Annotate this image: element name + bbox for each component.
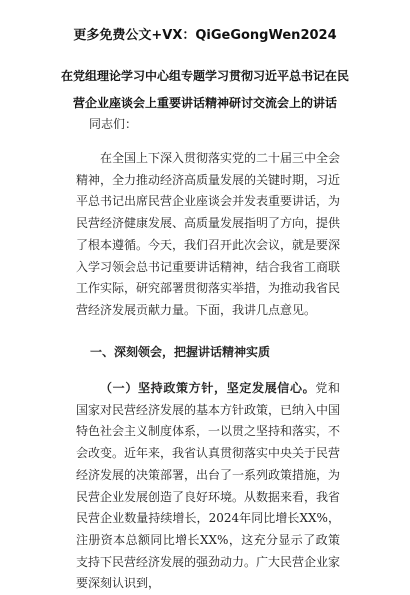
header-note: 更多免费公文+VX：QiGeGongWen2024 — [73, 28, 337, 43]
greeting: 同志们： — [89, 117, 138, 131]
subsection-paragraph — [76, 378, 340, 595]
section-heading: 一、深刻领会，把握讲话精神实质 — [90, 345, 271, 359]
subsection-heading: （一）坚持政策方针，坚定发展信心。 — [100, 381, 316, 395]
subsection-body: 党和国家对民营经济发展的基本方针政策，已纳入中国特色社会主义制度体系，一以贯之坚持和落实，不会改变。近年来，我省认真贯彻落实中央关于民营经济发展的决策部署，出台了一系列政策措施，为民营企业发展创造了良好环境。从数据来看，我省民营企业数量持续增长，2024年同比增长XX%，注册资本总额同比增长XX%，这充分显示了政策支持下民营经济发展的强劲动力。广大民营企业家要深刻认识到， — [76, 381, 341, 591]
document-title: 在党组理论学习中心组专题学习贯彻习近平总书记在民营企业座谈会上重要讲话精神研讨交流会上的讲话 — [60, 69, 349, 110]
intro-paragraph: 在全国上下深入贯彻落实党的二十届三中全会精神，全力推动经济高质量发展的关键时期，习近平总书记出席民营企业座谈会并发表重要讲话，为民营经济健康发展、高质量发展指明了方向，提供了根本遵循。今天，我们召开此次会议，就是要深入学习领会总书记重要讲话精神，结合我省工商联工作实际，研究部署贯彻落实举措，为推动我省民营经济发展贡献力量。下面，我讲几点意见。 — [76, 151, 341, 317]
